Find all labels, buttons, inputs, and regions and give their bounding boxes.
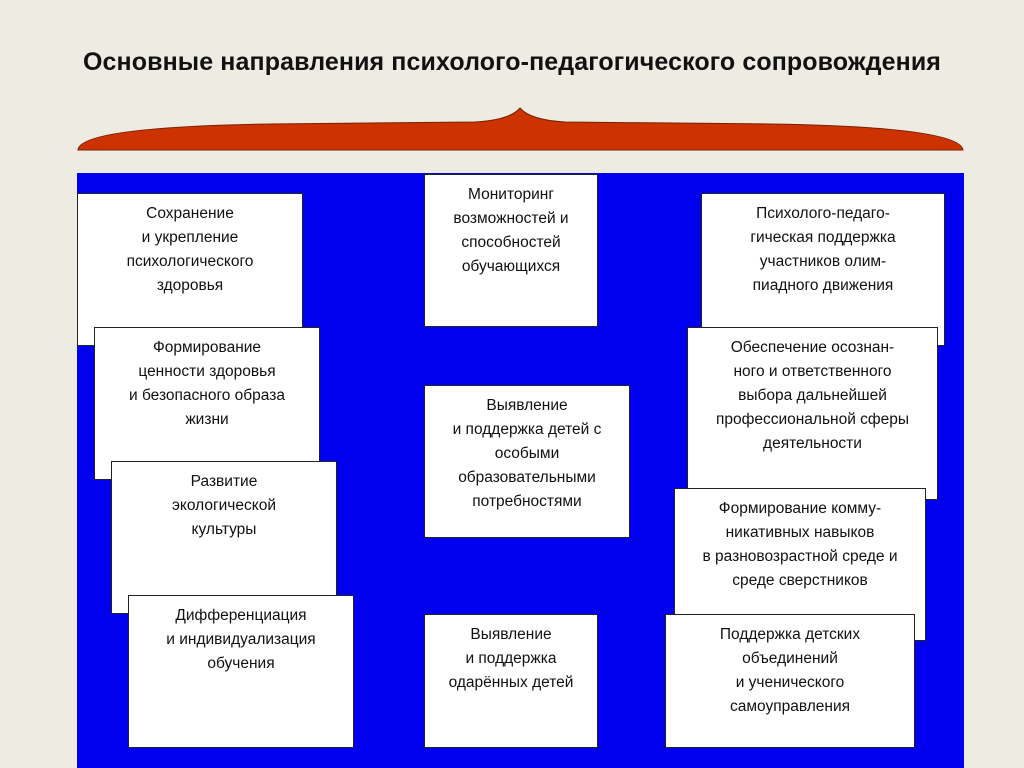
box-monitoring-abilities [424, 174, 598, 327]
diagram-title: Основные направления психолого-педагогического сопровождения [83, 48, 941, 76]
box-text: Поддержка детских объединений и ученического самоуправления [719, 626, 861, 715]
box-text: Развитие экологической культуры [172, 473, 276, 538]
box-text: Формирование комму- никативных навыков в разновозрастной среде и среде сверстников [702, 500, 898, 589]
box-text: Мониторинг возможностей и способностей обучающихся [453, 186, 569, 275]
box-text: Формирование ценности здоровья и безопасного образа жизни [129, 339, 285, 428]
box-text: Выявление и поддержка одарённых детей [448, 626, 574, 691]
box-student-self-government [665, 614, 915, 748]
box-text: Дифференциация и индивидуализация обучения [166, 607, 316, 672]
box-text: Психолого-педаго- гическая поддержка участников олим- пиадного движения [750, 205, 896, 294]
box-text: Выявление и поддержка детей с особыми образовательными потребностями [452, 397, 602, 510]
box-special-needs-support [424, 385, 630, 538]
box-gifted-children-support [424, 614, 598, 748]
box-career-choice [687, 327, 938, 500]
box-text: Обеспечение осознан- ного и ответственного выбора дальнейшей профессиональной сферы деятельности [715, 339, 910, 452]
box-differentiation-learning [128, 595, 354, 748]
box-olympiad-support [701, 193, 945, 346]
box-healthy-lifestyle-values [94, 327, 320, 480]
curly-brace-shape [70, 100, 970, 155]
box-text: Сохранение и укрепление психологического здоровья [126, 205, 254, 294]
box-health-preservation [77, 193, 303, 346]
box-ecological-culture [111, 461, 337, 614]
